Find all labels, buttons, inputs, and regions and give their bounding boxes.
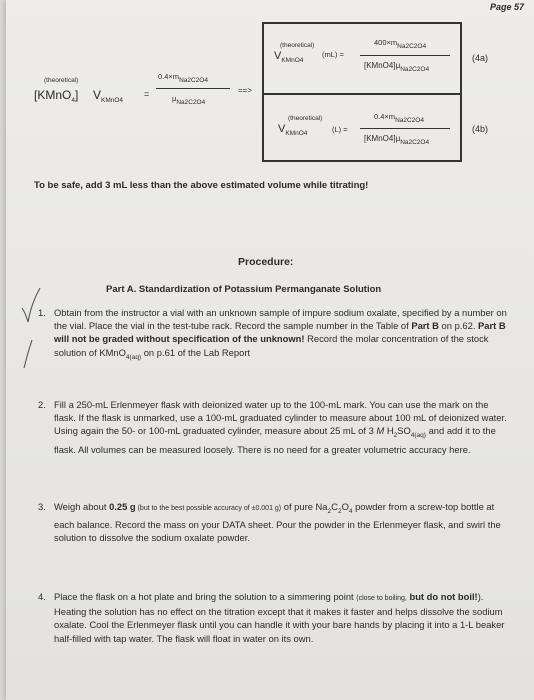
left-concentration [34, 88, 78, 104]
procedure-step-2 [38, 398, 508, 456]
left-bracket: [KMnO [34, 88, 72, 102]
left-denominator-text: μ [172, 94, 177, 103]
eq-b-volume [278, 123, 307, 137]
procedure-heading: Procedure: [238, 256, 294, 268]
step-text [54, 590, 508, 645]
eq-b-denominator [364, 134, 429, 146]
step-text-run: Place the flask on a hot plate and bring the solution to a simmering point [54, 591, 357, 602]
eq-a-fraction-line [360, 55, 450, 56]
eq-a-unit: (mL) = [322, 50, 344, 59]
eq-b-unit: (L) = [332, 125, 348, 134]
left-bracket-sub: 4 [71, 97, 75, 104]
left-v-superscript: (theoretical) [44, 77, 79, 84]
step-text-run: of pure Na [281, 501, 328, 512]
step-text-run: C [331, 501, 338, 512]
eq-a-superscript: (theoretical) [280, 42, 315, 49]
step-text-run: Fill a 250-mL Erlenmeyer flask with deionized water up to the 100-mL mark. You can use the mark on the flask. If the flask is unmarked, use a 100-mL graduated cylinder to measure about 100 mL of deionized water. Using again the 50- or 100-mL graduated cylinder, measure about 25 mL of 3 [54, 399, 507, 437]
eq-a-denominator [364, 61, 429, 73]
step-bold-run: Part B will not be graded without specification of the unknown! [54, 320, 506, 345]
step-text-run: and add it to the flask. All volumes can be measured loosely. There is no need for a greater volumetric accuracy here. [54, 425, 496, 455]
step-text-run: powder from a screw-top bottle at each balance. Record the mass on your DATA sheet. Pour the powder in the Erlenmeyer flask, and swirl the solution to dissolve the sodium oxalate powder. [54, 501, 501, 544]
left-denominator [172, 94, 205, 106]
safety-note: To be safe, add 3 mL less than the above estimated volume while titrating! [34, 180, 369, 191]
eq-b-superscript: (theoretical) [288, 115, 323, 122]
step-text [54, 500, 508, 545]
left-numerator-sub: Na2C2O4 [179, 77, 208, 84]
procedure-step-4 [38, 590, 508, 645]
eq-a-numerator-sub: Na2C2O4 [397, 43, 427, 50]
left-fraction-line [156, 88, 230, 89]
procedure-step-1 [38, 306, 508, 364]
document-page [6, 0, 534, 700]
step-subscript: 4(aq) [410, 432, 426, 440]
equation-box [262, 22, 462, 162]
step-number: 2. [38, 399, 46, 410]
step-bold-run: but do not boil! [406, 591, 478, 602]
eq-b-denominator-sub: Na2C2O4 [400, 139, 430, 146]
step-text [54, 306, 508, 364]
procedure-step-3 [38, 500, 508, 545]
left-volume [93, 88, 123, 104]
eq-a-volume [274, 50, 303, 64]
step-bold-run: 0.25 g [109, 501, 136, 512]
step-fine-print: (close to boiling, [356, 595, 407, 602]
implies-arrow: ==> [238, 86, 253, 95]
eq-b-fraction-line [360, 128, 450, 129]
step-text-run: Weigh about [54, 501, 110, 512]
left-v: V [93, 88, 102, 102]
eq-a-numerator-text: 400×m [374, 38, 398, 47]
handwritten-mark [20, 338, 36, 372]
part-a-heading: Part A. Standardization of Potassium Permanganate Solution [106, 284, 382, 295]
step-text-run: on p.61 of the Lab Report [141, 346, 251, 358]
eq-b-numerator-text: 0.4×m [374, 112, 396, 121]
eq-b-numerator [374, 112, 424, 124]
step-subscript: 2 [393, 432, 398, 440]
eq-a-denominator-sub: Na2C2O4 [400, 66, 430, 73]
left-v-sub: KMnO4 [101, 97, 124, 104]
left-numerator-text: 0.4×m [158, 72, 180, 81]
step-subscript: 2 [327, 508, 332, 515]
step-text-run: O [341, 501, 349, 512]
equation-divider [264, 93, 460, 95]
step-subscript: 4 [348, 508, 353, 515]
left-denominator-sub: Na2C2O4 [176, 99, 206, 106]
step-text-run: on p.62. [438, 320, 479, 332]
left-numerator [158, 72, 208, 84]
step-subscript: 2 [337, 508, 342, 515]
eq-b-v: V [278, 123, 286, 135]
eq-a-numerator [374, 38, 426, 50]
eq-b-v-sub: KMnO4 [285, 130, 308, 137]
step-text [54, 398, 508, 456]
step-fine-print: (but to the best possible accuracy of ±0.001 g) [135, 505, 282, 512]
step-text-run: H [384, 425, 394, 437]
step-number: 3. [38, 501, 46, 512]
step-subscript: 4(aq) [125, 353, 142, 361]
step-text-run: Record the molar concentration of the stock solution of KMnO [54, 333, 489, 358]
eq-b-denominator-text: [KMnO4]μ [364, 134, 401, 143]
step-text-run: Obtain from the instructor a vial with an unknown sample of impure sodium oxalate, specified by a number on the vial. Place the vial in the test-tube rack. Record the sample number in the Table of [54, 307, 507, 332]
step-text-run: ). Heating the solution has no effect on the titration except that it makes it faster and helps dissolve the sodium oxalate. Cool the Erlenmeyer flask until you can handle it with your bare hands by placing it into a 1-L beaker half-filled with tap water. The flask will float in water on its own. [54, 591, 505, 644]
step-text-run: SO [397, 425, 411, 437]
page-number: Page 57 [489, 2, 524, 12]
left-bracket-close: ] [74, 88, 79, 102]
step-number: 4. [38, 591, 46, 602]
left-equals: = [144, 89, 150, 99]
step-number: 1. [38, 307, 46, 318]
step-italic-run: M [376, 425, 385, 437]
eq-b-numerator-sub: Na2C2O4 [395, 117, 424, 124]
eq-b-label: (4b) [472, 124, 489, 134]
step-bold-run: Part B [411, 320, 439, 332]
eq-a-v-sub: KMnO4 [281, 57, 304, 64]
eq-a-denominator-text: [KMnO4]μ [364, 61, 401, 70]
eq-a-label: (4a) [472, 53, 489, 63]
eq-a-v: V [274, 50, 282, 62]
